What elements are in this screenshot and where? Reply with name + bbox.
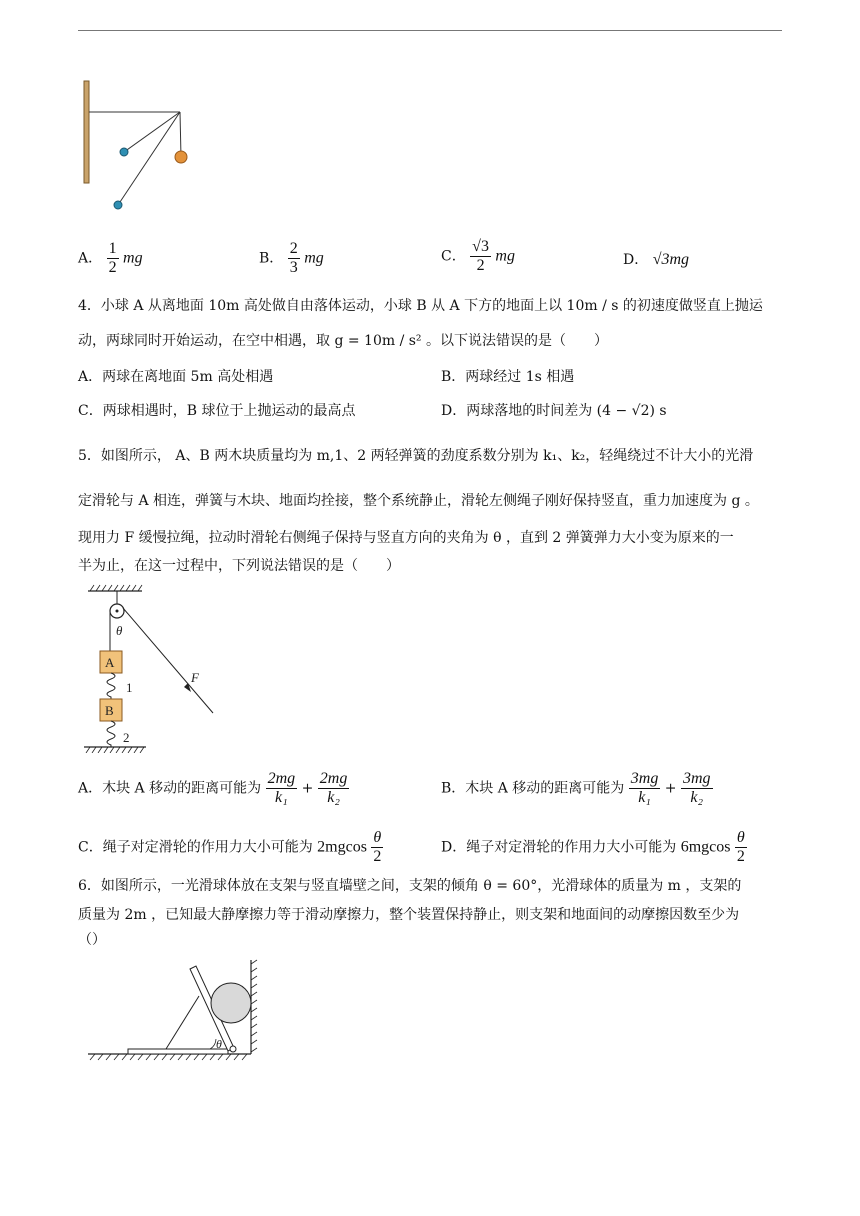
q3-option-a[interactable]: A． $\frac{1}{2}$ mg bbox=[78, 240, 143, 276]
q6-stem-line-3: （） bbox=[78, 932, 106, 948]
fraction: $\frac{3mg}{\text{k₂}}$ bbox=[682, 770, 711, 806]
fraction: $\frac{\theta}{2}$ bbox=[736, 829, 745, 865]
q5-option-c[interactable]: C．绳子对定滑轮的作用力大小可能为 2mgcos $\frac{\theta}{2}$ bbox=[78, 829, 382, 865]
q6-stem-line-2: 质量为 2m ，已知最大静摩擦力等于滑动摩擦力，整个装置保持静止，则支架和地面间的动摩擦因数至少为 bbox=[78, 907, 740, 923]
block-b-label: B bbox=[105, 703, 114, 718]
q5-stem-line-4: 半为止，在这一过程中，下列说法错误的是（ ） bbox=[78, 558, 400, 574]
q3-option-b[interactable]: B． $\frac{2}{3}$ mg bbox=[259, 240, 324, 276]
fraction: $\frac{2mg}{\text{k₂}}$ bbox=[319, 770, 348, 806]
q4-option-c[interactable]: C．两球相遇时，B 球位于上抛运动的最高点 bbox=[78, 403, 356, 419]
spring-2-label: 2 bbox=[123, 730, 130, 745]
q6-figure bbox=[86, 956, 266, 1066]
header-rule bbox=[78, 30, 782, 31]
q5-option-d[interactable]: D．绳子对定滑轮的作用力大小可能为 6mgcos $\frac{\theta}{2}$ bbox=[441, 829, 745, 865]
q5-stem-line-1: 5．如图所示， A、B 两木块质量均为 m,1、2 两轻弹簧的劲度系数分别为 k₁、k₂，轻绳绕过不计大小的光滑 bbox=[78, 448, 754, 464]
option-letter: C． bbox=[441, 248, 466, 265]
force-label: F bbox=[191, 670, 199, 685]
fraction: $\frac{√3}{2}$ bbox=[472, 238, 489, 274]
q5-stem-line-2: 定滑轮与 A 相连，弹簧与木块、地面均拴接，整个系统静止，滑轮左侧绳子刚好保持竖直，重力加速度为 g 。 bbox=[78, 493, 759, 509]
q3-figure bbox=[78, 78, 198, 218]
fraction: $\frac{1}{2}$ bbox=[108, 240, 117, 276]
q4-option-d[interactable]: D．两球落地的时间差为 (4 − √2) s bbox=[441, 403, 667, 419]
fraction: $\frac{3mg}{\text{k₁}}$ bbox=[630, 770, 659, 806]
option-letter: B． bbox=[259, 250, 284, 267]
fraction: $\frac{2}{3}$ bbox=[289, 240, 298, 276]
q5-option-b[interactable]: B．木块 A 移动的距离可能为 $\frac{3mg}{\text{k₁}}$ + $\frac{3mg}{\text{k₂}}$ bbox=[441, 770, 711, 806]
q6-stem-line-1: 6．如图所示，一光滑球体放在支架与竖直墙壁之间，支架的倾角 θ = 60°，光滑球体的质量为 m ，支架的 bbox=[78, 878, 742, 894]
q4-stem-line-2: 动，两球同时开始运动，在空中相遇，取 g = 10m / s² 。以下说法错误的是（ ） bbox=[78, 333, 608, 349]
q3-option-c[interactable]: C． $\frac{√3}{2}$ mg bbox=[441, 238, 515, 274]
q5-option-a[interactable]: A．木块 A 移动的距离可能为 $\frac{2mg}{\text{k₁}}$ + $\frac{2mg}{\text{k₂}}$ bbox=[78, 770, 348, 806]
q4-option-b[interactable]: B．两球经过 1s 相遇 bbox=[441, 369, 575, 385]
q4-stem-line-1: 4．小球 A 从离地面 10m 高处做自由落体运动，小球 B 从 A 下方的地面上以 10m / s 的初速度做竖直上抛运 bbox=[78, 298, 763, 314]
spring-1-label: 1 bbox=[126, 680, 133, 695]
q5-figure bbox=[80, 583, 220, 753]
fraction: $\frac{2mg}{\text{k₁}}$ bbox=[267, 770, 296, 806]
q4-option-a[interactable]: A．两球在离地面 5m 高处相遇 bbox=[78, 369, 274, 385]
q3-option-d[interactable]: D． √3mg bbox=[623, 251, 690, 268]
theta-label: θ bbox=[116, 623, 123, 638]
fraction: $\frac{\theta}{2}$ bbox=[373, 829, 382, 865]
block-a-label: A bbox=[105, 655, 115, 670]
option-letter: D． bbox=[623, 252, 649, 268]
q6-theta-label: θ bbox=[216, 1037, 222, 1051]
q5-stem-line-3: 现用力 F 缓慢拉绳，拉动时滑轮右侧绳子保持与竖直方向的夹角为 θ ，直到 2 弹簧弹力大小变为原来的一 bbox=[78, 530, 734, 546]
option-letter: A． bbox=[78, 250, 103, 267]
